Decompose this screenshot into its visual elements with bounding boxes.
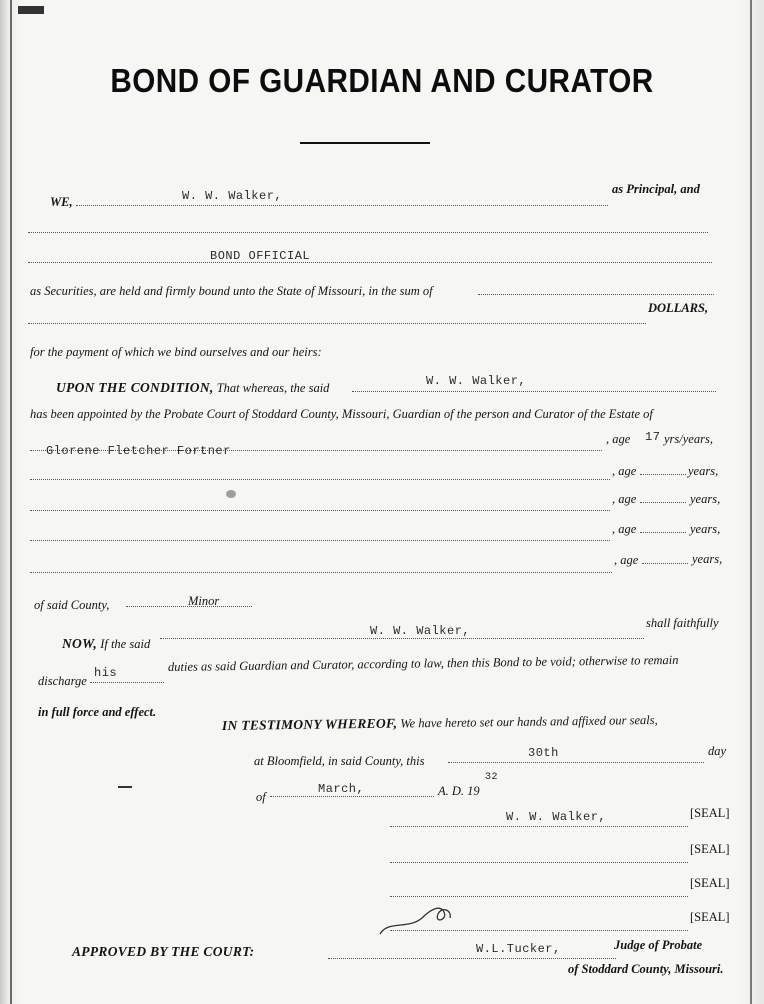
month-line [270,796,434,797]
county-value: Minor [188,594,220,608]
margin-dash [118,786,132,788]
principal-line [76,205,608,206]
signature-line-1 [390,826,688,827]
years-label-4: years, [690,522,721,536]
of-label: of [256,790,266,804]
condition-lead: UPON THE CONDITION, [56,380,214,395]
condition-line [56,380,329,396]
title-rule [300,142,430,144]
now-lead: NOW, [62,636,98,651]
now-line [62,636,150,652]
age-line-4 [640,532,686,533]
age-value: 17 [645,430,661,444]
now-text: If the said [100,637,151,651]
minor-name: Glorene Fletcher Fortner [46,444,231,458]
minor-line-4 [30,540,610,541]
age-line-3 [640,502,686,503]
seal-4: [SEAL] [690,910,730,924]
securities-text: as Securities, are held and firmly bound unto the State of Missouri, in the sum of [30,284,433,298]
approved-label: APPROVED BY THE COURT: [72,944,255,959]
testimony-line [222,712,658,734]
corner-mark [18,6,44,14]
years-label-2: years, [688,464,719,478]
minor-line-3 [30,510,610,511]
dollars-line [28,323,646,324]
page-left-edge [10,0,12,1004]
judge-name: W.L.Tucker, [476,942,561,956]
years-label-3: years, [690,492,721,506]
page-right-edge [750,0,752,1004]
condition-text: That whereas, the said [216,381,330,395]
age-label-4: , age [612,522,637,536]
seal-2: [SEAL] [690,842,730,856]
signature-line-2 [390,862,688,863]
years-label-1: yrs/years, [664,432,713,446]
principal-name: W. W. Walker, [182,189,283,203]
condition-name-line [352,391,716,392]
month-value: March, [318,782,365,796]
now-name: W. W. Walker, [370,624,471,638]
day-label: day [708,744,727,758]
seal-1: [SEAL] [690,806,730,820]
condition-name: W. W. Walker, [426,374,527,388]
pen-scribble-icon [378,900,468,940]
day-line [448,762,704,763]
age-line-2 [640,474,686,475]
discharge-line [90,682,164,683]
judge-line [328,958,616,959]
county-text: of said County, [34,598,110,612]
force-text: in full force and effect. [38,705,157,719]
age-label-1: , age [606,432,631,446]
principal-suffix: as Principal, and [612,182,700,196]
signer-1: W. W. Walker, [506,810,607,824]
age-label-5: , age [614,553,639,567]
dollars-label: DOLLARS, [648,301,709,315]
document-title: BOND OF GUARDIAN AND CURATOR [110,62,654,99]
testimony-lead: IN TESTIMONY WHEREOF, [221,715,398,733]
at-text: at Bloomfield, in said County, this [254,754,425,768]
testimony-text: We have hereto set our hands and affixed our seals, [400,712,658,731]
appointed-text: has been appointed by the Probate Court of Stoddard County, Missouri, Guardian of the person and Curator of the Estate of [30,407,653,421]
duties-text: duties as said Guardian and Curator, according to law, then this Bond to be void; otherwise to remain [167,652,679,674]
blank-line-1 [28,232,708,233]
we-label: WE, [50,195,73,209]
discharge-label: discharge [38,674,87,688]
judge-county: of Stoddard County, Missouri. [568,962,724,976]
judge-title: Judge of Probate [614,938,703,952]
minor-line-5 [30,572,612,573]
signature-line-3 [390,896,688,897]
years-label-5: years, [692,552,723,566]
sum-line [478,294,714,295]
payment-text: for the payment of which we bind ourselves and our heirs: [30,345,322,359]
age-label-3: , age [612,492,637,506]
ad-label: A. D. 19 [438,784,480,798]
now-name-line [160,638,644,639]
seal-3: [SEAL] [690,876,730,890]
age-line-5 [642,563,688,564]
minor-line-2 [30,479,610,480]
surety-line [28,262,712,263]
age-label-2: , age [612,464,637,478]
discharge-value: his [94,666,118,680]
year-value: 32 [485,772,499,783]
ink-blot [226,490,236,498]
surety-name: BOND OFFICIAL [210,249,311,263]
day-value: 30th [528,746,559,760]
faithfully-text: shall faithfully [646,616,719,630]
